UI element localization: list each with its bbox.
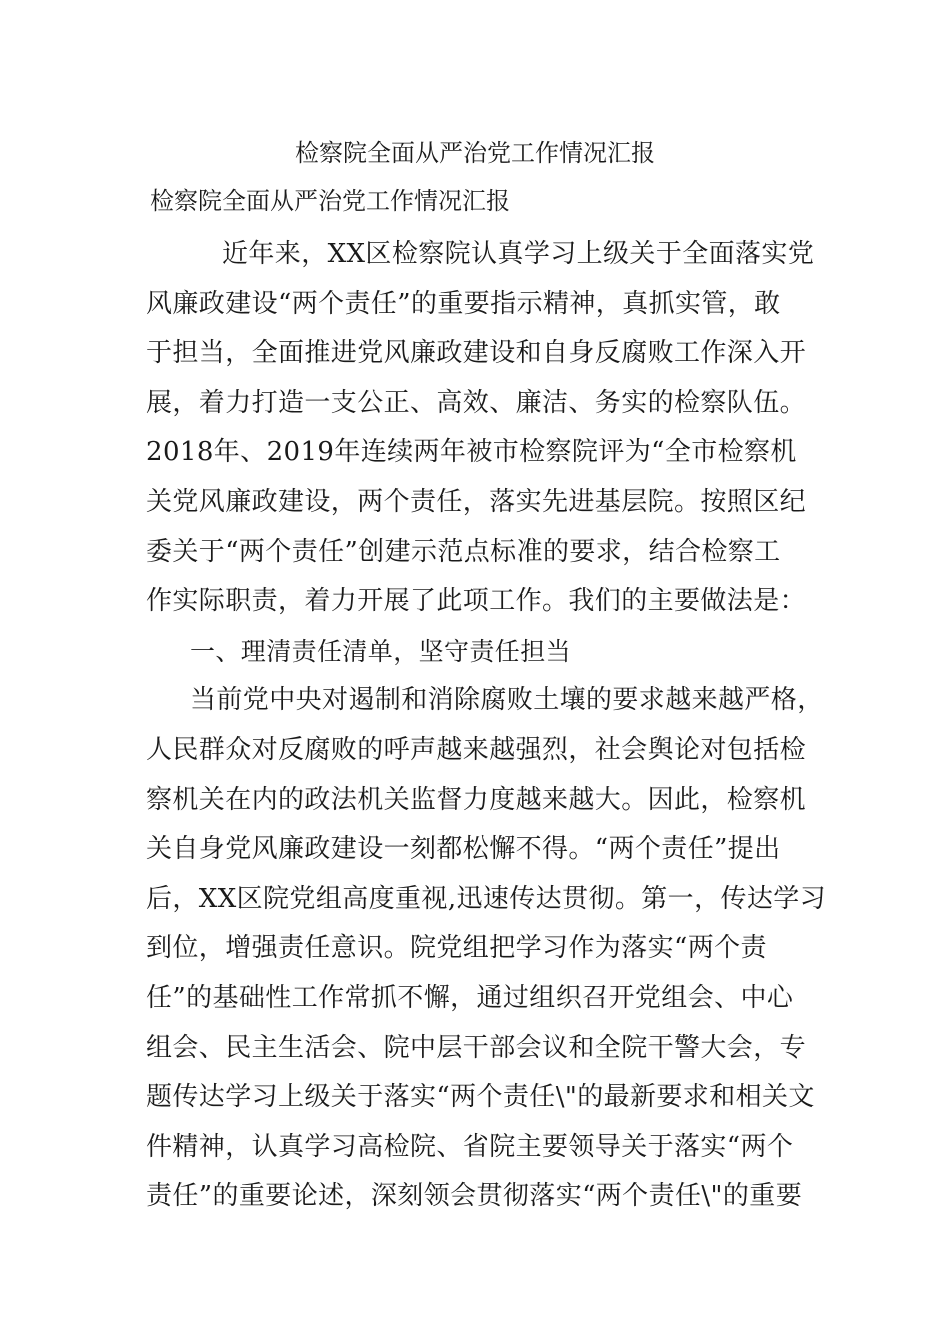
paragraph-line: 展，着力打造一支公正、高效、廉洁、务实的检察队伍。 [146, 387, 807, 418]
paragraph-line: 委关于“两个责任”创建示范点标准的要求，结合检察工 [146, 536, 781, 567]
paragraph-line: 2018年、2019年连续两年被市检察院评为“全市检察机 [146, 437, 797, 468]
paragraph-line: 任”的基础性工作常抓不懈，通过组织召开党组会、中心 [146, 982, 794, 1013]
paragraph-line: 察机关在内的政法机关监督力度越来越大。因此，检察机 [146, 784, 807, 815]
paragraph-line: 组会、民主生活会、院中层干部会议和全院干警大会，专 [146, 1032, 807, 1063]
paragraph-line: 到位，增强责任意识。院党组把学习作为落实“两个责 [146, 933, 767, 964]
paragraph-line: 责任”的重要论述，深刻领会贯彻落实“两个责任\"的重要 [146, 1181, 803, 1212]
paragraph-line: 件精神，认真学习高检院、省院主要领导关于落实“两个 [146, 1131, 794, 1162]
paragraph-line: 作实际职责，着力开展了此项工作。我们的主要做法是： [146, 586, 807, 617]
paragraph-line: 关自身党风廉政建设一刻都松懈不得。“两个责任”提出 [146, 834, 781, 865]
paragraph-line: 人民群众对反腐败的呼声越来越强烈，社会舆论对包括检 [146, 734, 807, 765]
paragraph-line: 近年来，XX区检察院认真学习上级关于全面落实党 [222, 239, 815, 269]
paragraph-line: 风廉政建设“两个责任”的重要指示精神，真抓实管，敢 [146, 288, 781, 319]
section-heading: 一、理清责任清单，坚守责任担当 [190, 636, 572, 666]
paragraph-line: 题传达学习上级关于落实“两个责任\"的最新要求和相关文 [146, 1082, 815, 1113]
paragraph-line: 于担当，全面推进党风廉政建设和自身反腐败工作深入开 [146, 338, 807, 369]
document-body [146, 230, 827, 1222]
paragraph-line: 当前党中央对遏制和消除腐败土壤的要求越来越严格， [190, 685, 824, 716]
document-subtitle: 检察院全面从严治党工作情况汇报 [150, 187, 510, 215]
document-title: 检察院全面从严治党工作情况汇报 [295, 139, 655, 167]
paragraph-line: 关党风廉政建设，两个责任，落实先进基层院。按照区纪 [146, 486, 807, 517]
paragraph-line: 后，XX区院党组高度重视,迅速传达贯彻。第一，传达学习 [146, 883, 827, 914]
